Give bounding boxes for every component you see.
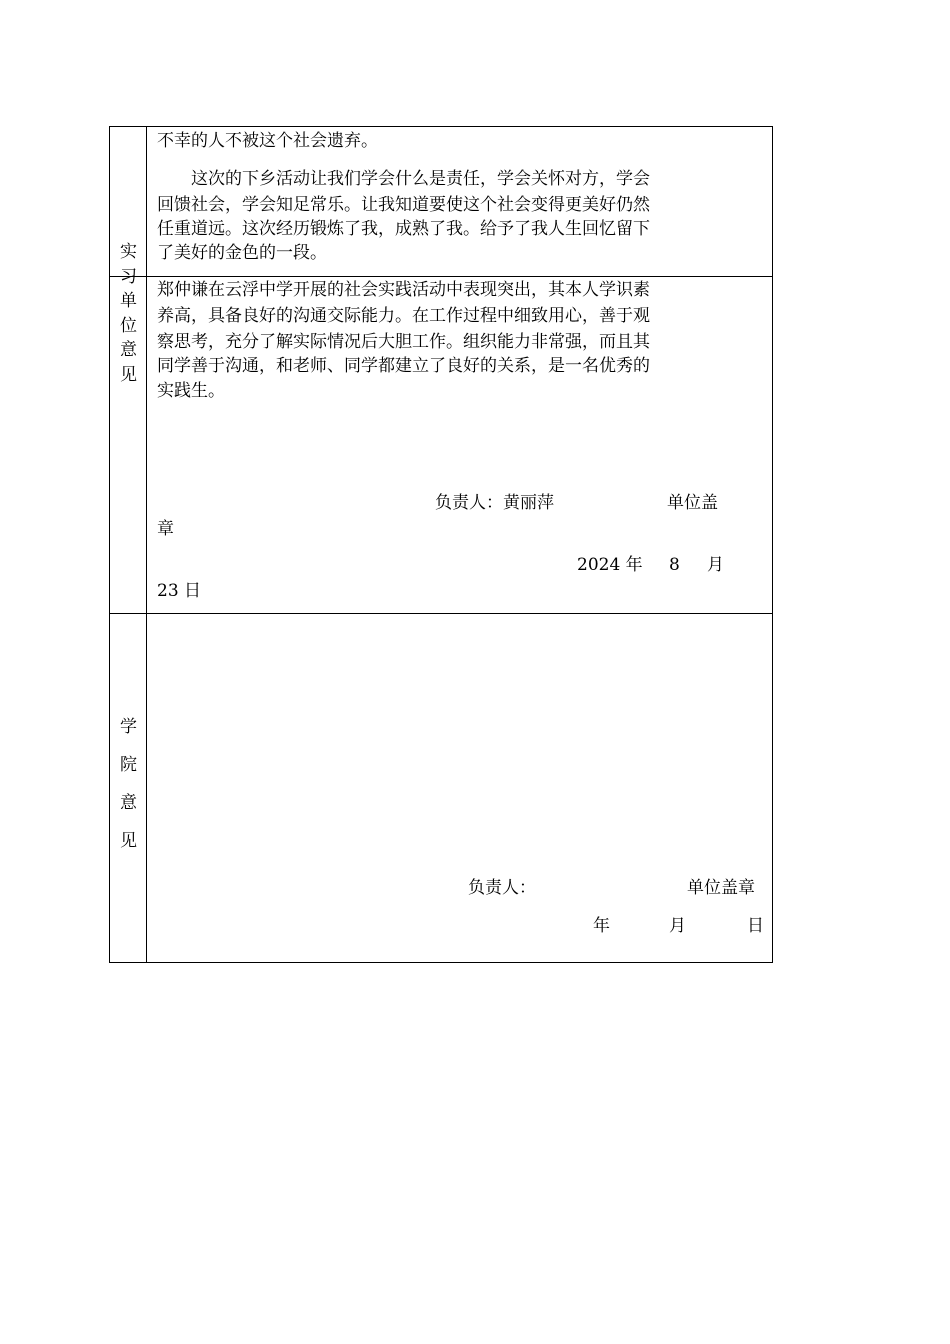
summary-line: 回馈社会，学会知足常乐。让我知道要使这个社会变得更美好仍然 [157,195,650,215]
unit-date-year: 2024 年 [577,555,643,575]
college-seal-text: 单位盖章 [687,878,755,898]
unit-opinion-line: 同学善于沟通，和老师、同学都建立了良好的关系，是一名优秀的 [157,356,650,376]
label-char: 学 [120,717,137,737]
unit-date-day: 23 日 [157,581,202,601]
college-opinion-label [110,708,147,860]
unit-date-month-label: 月 [707,555,724,575]
label-char: 院 [120,755,137,775]
unit-opinion-line: 实践生。 [157,381,225,401]
college-opinion-cell [147,614,772,962]
unit-opinion-row [110,277,772,614]
unit-seal-text-wrap: 章 [157,519,174,539]
unit-signer: 负责人：黄丽萍 [435,493,554,513]
unit-opinion-line: 郑仲谦在云浮中学开展的社会实践活动中表现突出，其本人学识素 [157,280,650,300]
unit-opinion-line: 养高，具备良好的沟通交际能力。在工作过程中细致用心，善于观 [157,306,650,326]
unit-seal-text: 单位盖 [667,493,718,513]
summary-line: 任重道远。这次经历锻炼了我，成熟了我。给予了我人生回忆留下 [157,219,650,239]
college-date-year-label: 年 [593,916,610,936]
college-date-day-label: 日 [747,916,764,936]
label-char: 位 [120,315,137,336]
summary-line: 不幸的人不被这个社会遗弃。 [157,131,378,151]
unit-date-month-number: 8 [669,555,680,575]
college-date-month-label: 月 [669,916,686,936]
college-signer: 负责人： [468,878,536,898]
summary-line: 这次的下乡活动让我们学会什么是责任，学会关怀对方，学会 [191,169,650,189]
college-opinion-row [110,614,772,962]
summary-continuation-row [110,127,772,277]
unit-opinion-label [110,240,147,387]
evaluation-form-table [109,126,773,963]
label-char: 见 [120,831,137,851]
label-char: 意 [120,340,137,360]
label-char: 单 [120,291,137,311]
label-char: 实 [120,242,137,262]
label-char: 习 [120,266,137,287]
label-char: 见 [120,364,137,385]
label-char: 意 [120,793,137,813]
unit-opinion-line: 察思考，充分了解实际情况后大胆工作。组织能力非常强，而且其 [157,332,650,352]
summary-continuation-cell [147,127,772,276]
unit-opinion-cell [147,277,772,613]
summary-line: 了美好的金色的一段。 [157,243,327,263]
